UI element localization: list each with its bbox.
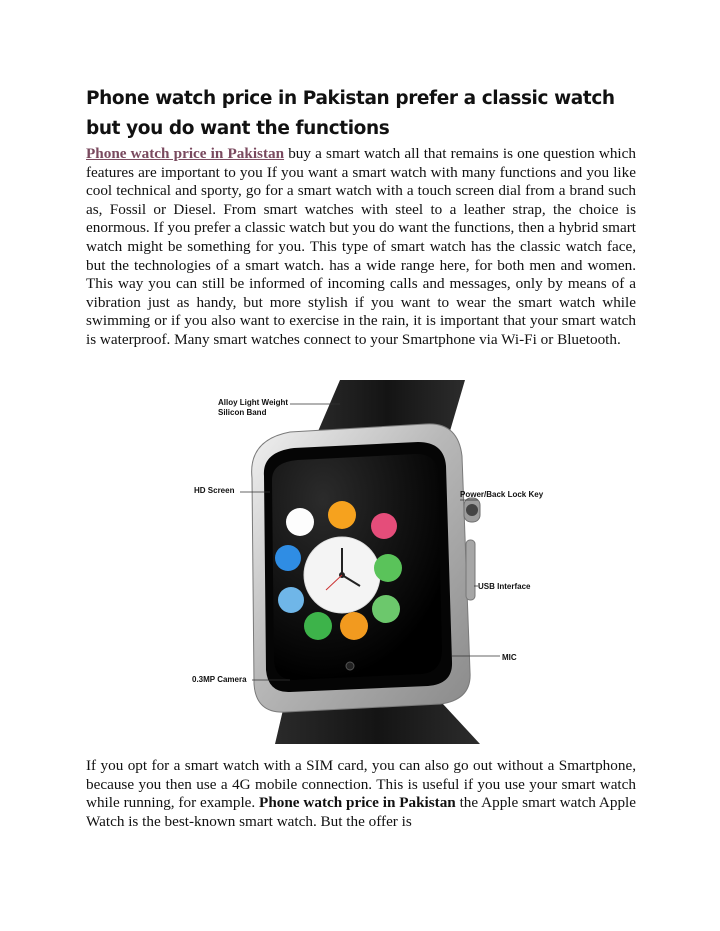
app-icon-gallery [275, 545, 301, 571]
callout-band-line2: Silicon Band [218, 408, 267, 417]
app-icon-music [371, 513, 397, 539]
callout-band-line1: Alloy Light Weight [218, 398, 289, 407]
sim-paragraph [86, 757, 636, 831]
callout-screen: HD Screen [194, 486, 235, 495]
app-icon-browser [328, 501, 356, 529]
sim-text-a: If you opt for a smart watch with a SIM card, you can also go out without a Smartphone, because you then use a 4G mobile connection. This is useful if you use your smart watch while running, for example. [86, 757, 636, 812]
camera-lens [346, 662, 354, 670]
app-icon-phone [374, 554, 402, 582]
app-icon-settings [372, 595, 400, 623]
side-button [466, 540, 475, 600]
sim-bold-keyword: Phone watch price in Pakistan [259, 794, 456, 812]
callout-camera: 0.3MP Camera [192, 675, 247, 684]
smartwatch-image [190, 380, 566, 744]
callout-usb: USB Interface [478, 582, 531, 591]
page-heading: Phone watch price in Pakistan prefer a classic watch but you do want the functions [86, 88, 615, 139]
app-icon-clock [340, 612, 368, 640]
app-icon-weather [278, 587, 304, 613]
callout-power: Power/Back Lock Key [460, 490, 544, 499]
intro-paragraph [86, 145, 636, 350]
callout-mic: MIC [502, 653, 517, 662]
app-icon-qq [286, 508, 314, 536]
app-icon-wechat [304, 612, 332, 640]
price-link[interactable]: Phone watch price in Pakistan [86, 145, 285, 162]
sim-text-b: the Apple smart watch Apple Watch is the best-known smart watch. But the offer is [86, 794, 637, 830]
intro-text: buy a smart watch all that remains is one question which features are important to you If you want a smart watch with many functions and you like cool technical and sporty, go for a smart watch with a touch screen dial from a brand such as, Fossil or Diesel. From smart watches with steel to a leather strap, the choice is enormous. If you prefer a classic watch but you do want the functions, then a hybrid smart watch might be something for you. This type of smart watch has the classic watch face, but the technologies of a smart watch. has a wide range here, for both men and women. This way you can still be informed of incoming calls and messages, only by means of a vibration just as handy, but more stylish if you want to wear the smart watch while swimming or if you also want to exercise in the rain, it is important that your smart watch is waterproof. Many smart watches connect to your Smartphone via Wi-Fi or Bluetooth. [86, 145, 636, 348]
